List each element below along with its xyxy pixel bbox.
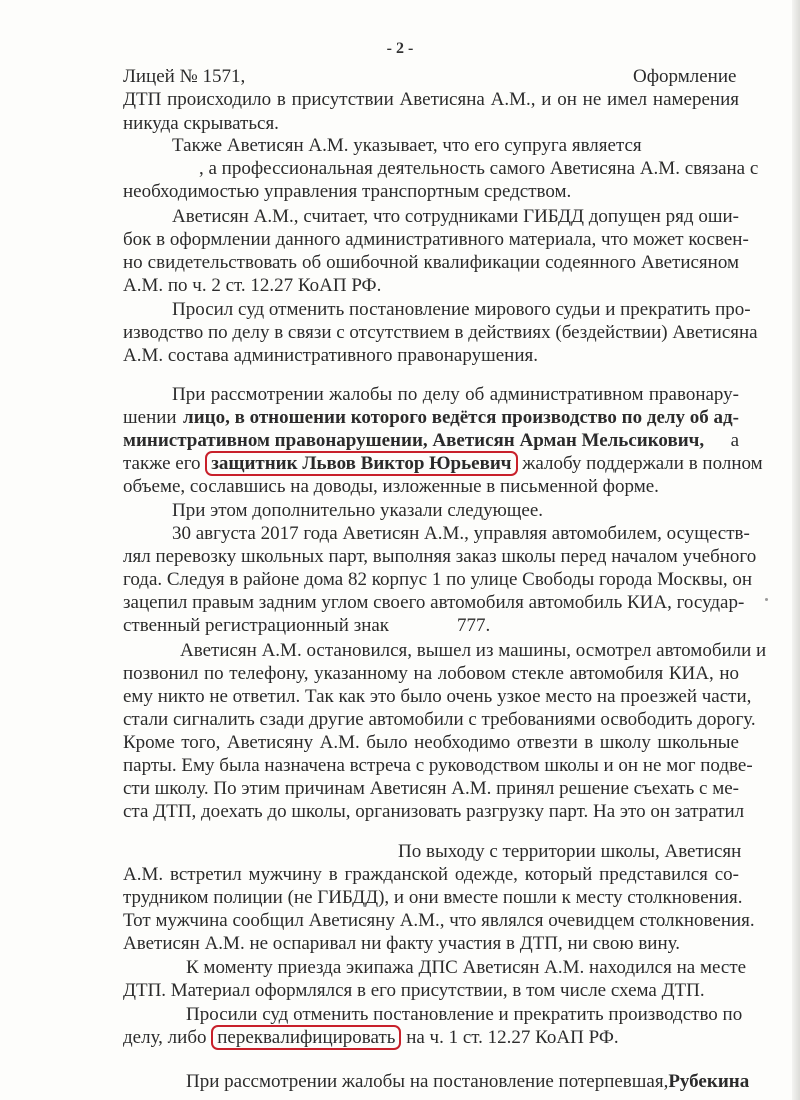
section-word: Оформление	[633, 66, 737, 87]
school-fragment: Лицей № 1571,	[123, 66, 246, 87]
text-line	[123, 430, 739, 452]
text-line: К моменту приезда экипажа ДПС Аветисян А.М. находился на месте	[186, 957, 747, 978]
text-line: трудником полиции (не ГИБДД), и они вместе пошли к месту столкновения.	[123, 887, 743, 908]
text-line: ему никто не ответил. Так как это было очень узкое место на проезжей части,	[123, 686, 752, 707]
text-line	[123, 615, 739, 637]
plate-fragment: 777.	[457, 615, 491, 636]
text-line: зацепил правым задним углом своего автомобиля автомобиль КИА, государ-	[123, 592, 745, 613]
text-line: парты. Ему была назначена встреча с руководством школы и он не мог подве-	[123, 755, 753, 776]
text-line: необходимостью управления транспортным средством.	[123, 181, 572, 202]
text-line: ста ДТП, доехать до школы, организовать разгрузку парт. На это он затратил	[123, 801, 745, 822]
text-line: , а профессиональная деятельность самого Аветисяна А.М. связана с	[199, 158, 759, 179]
text-line: По выходу с территории школы, Аветисян	[398, 841, 742, 862]
text-line: стали сигналить сзади другие автомобили с требованиями освободить дорогу.	[123, 709, 756, 730]
text-line: бок в оформлении данного административного материала, что может косвен-	[123, 229, 749, 250]
text-fragment: делу, либо	[123, 1027, 207, 1048]
text-line: объеме, сославшись на доводы, изложенные в письменной форме.	[123, 476, 659, 497]
text-line: лял перевозку школьных парт, выполняя заказ школы перед началом учебного	[123, 546, 757, 567]
page-number: - 2 -	[386, 40, 414, 57]
text-line: А.М. состава административного правонарушения.	[123, 345, 538, 366]
text-line	[186, 1071, 750, 1093]
text-line: Также Аветисян А.М. указывает, что его супруга является	[172, 135, 642, 156]
text-line: При этом дополнительно указали следующее.	[172, 500, 544, 521]
highlighted-defender-name: защитник Львов Виктор Юрьевич	[205, 451, 517, 476]
text-line: никуда скрываться.	[123, 113, 279, 134]
text-fragment: а	[730, 430, 739, 451]
text-line: Тот мужчина сообщил Аветисяну А.М., что являлся очевидцем столкновения.	[123, 910, 755, 931]
bold-fragment: министративном правонарушении, Аветисян Арман Мельсикович,	[123, 430, 705, 451]
text-fragment: При рассмотрении жалобы на постановление потерпевшая,	[186, 1071, 669, 1092]
text-line: но свидетельствовать об ошибочной квалификации содеянного Аветисяном	[123, 252, 739, 273]
text-line: 30 августа 2017 года Аветисян А.М., управляя автомобилем, осуществ-	[172, 523, 750, 544]
text-line	[123, 453, 763, 475]
text-line: А.М. по ч. 2 ст. 12.27 КоАП РФ.	[123, 275, 382, 296]
text-line: года. Следуя в районе дома 82 корпус 1 по улице Свободы города Москвы, он	[123, 569, 753, 590]
text-line	[123, 1027, 739, 1049]
text-line: ДТП происходило в присутствии Аветисяна А.М., и он не имел намерения	[123, 89, 739, 110]
scan-speck	[765, 598, 768, 601]
text-line: Аветисян А.М., считает, что сотрудниками ГИБДД допущен ряд оши-	[172, 206, 739, 227]
page-edge-shadow	[792, 0, 800, 1100]
text-line: Аветисян А.М. остановился, вышел из машины, осмотрел автомобили и	[180, 640, 767, 661]
text-fragment: ственный регистрационный знак	[123, 615, 390, 636]
text-line: Просили суд отменить постановление и прекратить производство по	[186, 1004, 743, 1025]
bold-fragment: лицо, в отношении которого ведётся производство по делу об ад-	[183, 407, 739, 428]
text-line: ДТП. Материал оформлялся в его присутствии, в том числе схема ДТП.	[123, 980, 705, 1001]
bold-fragment: Рубекина	[668, 1071, 750, 1092]
text-fragment: на ч. 1 ст. 12.27 КоАП РФ.	[406, 1027, 619, 1048]
text-fragment: также его	[123, 453, 201, 474]
text-line: Кроме того, Аветисяну А.М. было необходимо отвезти в школу школьные	[123, 732, 739, 753]
text-line: При рассмотрении жалобы по делу об административном правонару-	[172, 384, 739, 405]
text-line: позвонил по телефону, указанному на лобовом стекле автомобиля КИА, но	[123, 663, 739, 684]
text-fragment: жалобу поддержали в полном	[522, 453, 763, 474]
text-line: А.М. встретил мужчину в гражданской одежде, который представился со-	[123, 864, 739, 885]
text-line	[123, 66, 739, 88]
text-line: сти школу. По этим причинам Аветисян А.М. принял решение съехать с ме-	[123, 778, 739, 799]
text-line: Просил суд отменить постановление мирового судьи и прекратить про-	[172, 299, 751, 320]
text-line: Аветисян А.М. не оспаривал ни факту участия в ДТП, ни свою вину.	[123, 933, 680, 954]
highlighted-requalify: переквалифицировать	[211, 1025, 401, 1050]
text-line: изводство по делу в связи с отсутствием в действиях (бездействии) Аветисяна	[123, 322, 758, 343]
text-line	[123, 407, 739, 429]
text-fragment: шении	[123, 407, 177, 428]
